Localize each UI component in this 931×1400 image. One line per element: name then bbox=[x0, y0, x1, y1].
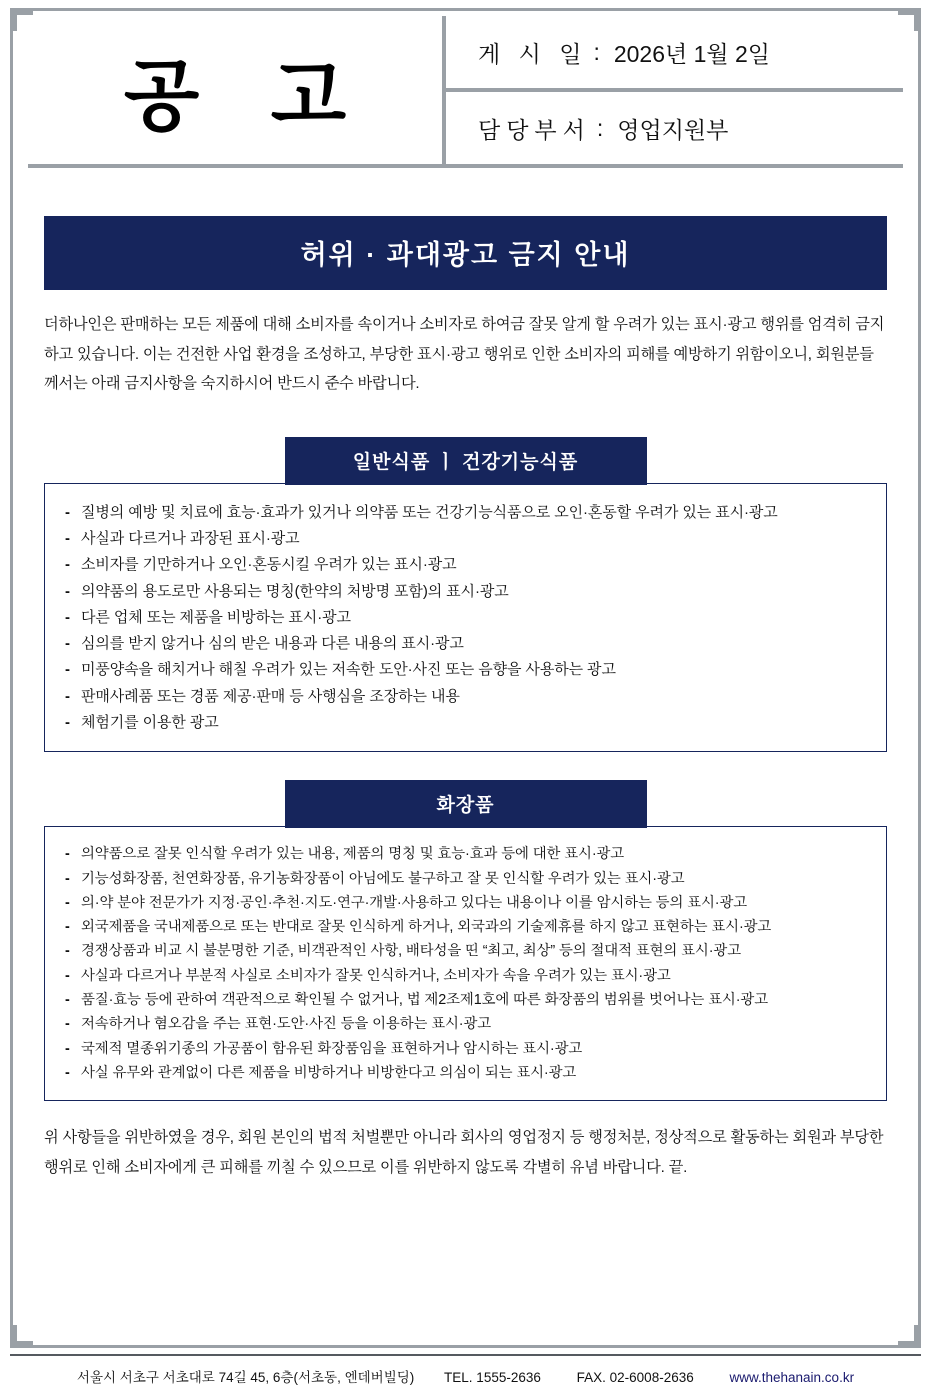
list-item: - 의·약 분야 전문가가 지정·공인·추천·지도·연구·개발·사용하고 있다는 내용이나 이를 암시하는 등의 표시·광고 bbox=[61, 892, 870, 914]
list-item: - 체험기를 이용한 광고 bbox=[61, 711, 870, 734]
document-type-label: 공 고 bbox=[123, 53, 373, 140]
footer-website-link[interactable]: www.thehanain.co.kr bbox=[729, 1370, 855, 1385]
list-item: - 다른 업체 또는 제품을 비방하는 표시·광고 bbox=[61, 606, 870, 629]
rules-list-general-food bbox=[61, 501, 870, 734]
list-item: - 국제적 멸종위기종의 가공품이 함유된 화장품임을 표현하거나 암시하는 표시·광고 bbox=[61, 1038, 870, 1060]
section-tab-cosmetics: 화장품 bbox=[285, 780, 647, 828]
list-item: - 판매사례품 또는 경품 제공·판매 등 사행심을 조장하는 내용 bbox=[61, 685, 870, 708]
meta-row-department bbox=[446, 92, 903, 164]
post-date-colon: : bbox=[593, 38, 600, 65]
footer-address: 서울시 서초구 서초대로 74길 45, 6층(서초동, 엔데버빌딩) bbox=[76, 1370, 415, 1385]
closing-paragraph: 위 사항들을 위반하였을 경우, 회원 본인의 법적 처벌뿐만 아니라 회사의 영업정지 등 행정처분, 정상적으로 활동하는 회원과 부당한 행위로 인해 소비자에게 큰 피해를 끼칠 수 있으므로 이를 위반하지 않도록 각별히 유념 바랍니다. 끝. bbox=[44, 1129, 884, 1177]
list-item: - 품질·효능 등에 관하여 객관적으로 확인될 수 없거나, 법 제2조제1호에 따른 화장품의 범위를 벗어나는 표시·광고 bbox=[61, 989, 870, 1011]
footer-fax: FAX. 02-6008-2636 bbox=[576, 1370, 694, 1385]
document-content bbox=[10, 8, 921, 1348]
list-item: - 사실과 다르거나 부분적 사실로 소비자가 잘못 인식하거나, 소비자가 속을 우려가 있는 표시·광고 bbox=[61, 965, 870, 987]
list-item: - 사실 유무와 관계없이 다른 제품을 비방하거나 비방한다고 의심이 되는 표시·광고 bbox=[61, 1062, 870, 1084]
section-general-food bbox=[44, 437, 887, 752]
section-box-cosmetics bbox=[44, 826, 887, 1101]
list-item: - 기능성화장품, 천연화장품, 유기농화장품이 아님에도 불구하고 잘 못 인식할 우려가 있는 표시·광고 bbox=[61, 868, 870, 890]
department-value: 영업지원부 bbox=[617, 116, 729, 143]
post-date-value: 2026년 1월 2일 bbox=[613, 40, 771, 67]
section-cosmetics bbox=[44, 780, 887, 1101]
department-colon: : bbox=[596, 114, 604, 141]
list-item: - 소비자를 기만하거나 오인·혼동시킬 우려가 있는 표시·광고 bbox=[61, 553, 870, 576]
document-footer bbox=[10, 1354, 921, 1386]
section-tab-general-food: 일반식품 ㅣ 건강기능식품 bbox=[285, 437, 647, 485]
notice-title-bar: 허위 · 과대광고 금지 안내 bbox=[44, 216, 887, 290]
list-item: - 질병의 예방 및 치료에 효능·효과가 있거나 의약품 또는 건강기능식품으로 오인·혼동할 우려가 있는 표시·광고 bbox=[61, 501, 870, 524]
list-item: - 경쟁상품과 비교 시 불분명한 기준, 비객관적인 사항, 배타성을 띤 “최고, 최상” 등의 절대적 표현의 표시·광고 bbox=[61, 940, 870, 962]
list-item: - 미풍양속을 해치거나 해칠 우려가 있는 저속한 도안·사진 또는 음향을 사용하는 광고 bbox=[61, 658, 870, 681]
document-type-block bbox=[28, 16, 446, 164]
header-meta-block bbox=[446, 16, 903, 164]
list-item: - 심의를 받지 않거나 심의 받은 내용과 다른 내용의 표시·광고 bbox=[61, 632, 870, 655]
footer-tel: TEL. 1555-2636 bbox=[444, 1370, 541, 1385]
list-item: - 의약품으로 잘못 인식할 우려가 있는 내용, 제품의 명칭 및 효능·효과 등에 대한 표시·광고 bbox=[61, 843, 870, 865]
department-label: 담당부서 bbox=[478, 116, 591, 143]
document-header bbox=[28, 16, 903, 168]
post-date-label: 게 시 일 bbox=[478, 40, 588, 67]
list-item: - 외국제품을 국내제품으로 또는 반대로 잘못 인식하게 하거나, 외국과의 기술제휴를 하지 않고 표현하는 표시·광고 bbox=[61, 916, 870, 938]
list-item: - 의약품의 용도로만 사용되는 명칭(한약의 처방명 포함)의 표시·광고 bbox=[61, 580, 870, 603]
list-item: - 저속하거나 혐오감을 주는 표현·도안·사진 등을 이용하는 표시·광고 bbox=[61, 1013, 870, 1035]
intro-paragraph: 더하나인은 판매하는 모든 제품에 대해 소비자를 속이거나 소비자로 하여금 잘못 알게 할 우려가 있는 표시·광고 행위를 엄격히 금지하고 있습니다. 이는 건전한 사업 환경을 조성하고, 부당한 표시·광고 행위로 인한 소비자의 피해를 예방하기 위함이오니, 회원분들께서는 아래 금지사항을 숙지하시어 반드시 준수 바랍니다. bbox=[44, 316, 885, 393]
section-box-general-food bbox=[44, 483, 887, 752]
meta-row-post-date bbox=[446, 16, 903, 92]
list-item: - 사실과 다르거나 과장된 표시·광고 bbox=[61, 527, 870, 550]
rules-list-cosmetics bbox=[61, 843, 870, 1084]
